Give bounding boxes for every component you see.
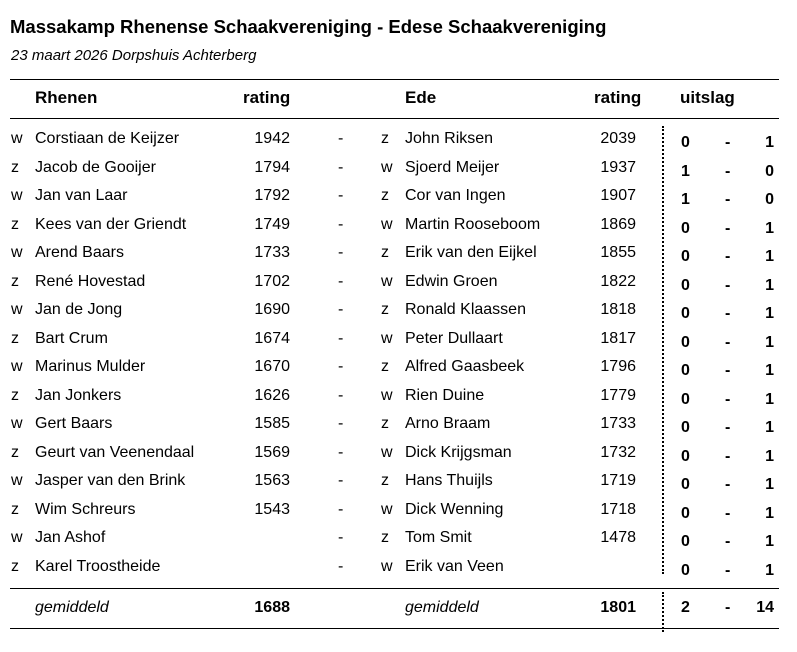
- score-team2: 1: [765, 391, 774, 408]
- colour-team1: w: [11, 130, 23, 147]
- colour-team2: w: [381, 387, 393, 404]
- colour-team1: w: [11, 415, 23, 432]
- score-dash: -: [725, 448, 731, 465]
- footer-total-team1: 2: [681, 599, 690, 616]
- score-dash: -: [725, 163, 731, 180]
- colour-team1: z: [11, 558, 19, 575]
- rating-team2: 1779: [600, 387, 636, 404]
- player-team1: Kees van der Griendt: [35, 216, 187, 233]
- player-team1: Karel Troostheide: [35, 558, 161, 575]
- score-team1: 0: [681, 277, 690, 294]
- colour-team1: z: [11, 387, 19, 404]
- score-team1: 1: [681, 191, 690, 208]
- rating-team2: 1478: [600, 529, 636, 546]
- score-dash: -: [725, 334, 731, 351]
- score-team2: 1: [765, 562, 774, 579]
- player-team2: Ronald Klaassen: [405, 301, 526, 318]
- pairing-separator: -: [338, 216, 344, 233]
- rating-team2: 1818: [600, 301, 636, 318]
- rating-team2: 1937: [600, 159, 636, 176]
- colour-team2: z: [381, 244, 389, 261]
- footer-label-team1: gemiddeld: [35, 599, 109, 616]
- player-team2: Dick Krijgsman: [405, 444, 512, 461]
- score-team1: 0: [681, 305, 690, 322]
- score-dash: -: [725, 305, 731, 322]
- header-top-rule: [10, 79, 779, 80]
- pairing-separator: -: [338, 472, 344, 489]
- colour-team1: w: [11, 187, 23, 204]
- pairing-separator: -: [338, 444, 344, 461]
- score-dash: -: [725, 362, 731, 379]
- player-team1: Jan van Laar: [35, 187, 128, 204]
- score-team2: 0: [765, 163, 774, 180]
- score-dash: -: [725, 476, 731, 493]
- player-team2: Erik van den Eijkel: [405, 244, 537, 261]
- player-team1: Corstiaan de Keijzer: [35, 130, 180, 147]
- colour-team2: w: [381, 216, 393, 233]
- pairing-separator: -: [338, 415, 344, 432]
- page-title: Massakamp Rhenense Schaakvereniging - Edese Schaakvereniging: [10, 16, 607, 37]
- pairing-separator: -: [338, 501, 344, 518]
- score-dash: -: [725, 505, 731, 522]
- rating-team2: 1719: [600, 472, 636, 489]
- page-subtitle: 23 maart 2026 Dorpshuis Achterberg: [11, 47, 257, 64]
- score-dash: -: [725, 248, 731, 265]
- player-team1: Wim Schreurs: [35, 501, 136, 518]
- header-rating2: rating: [594, 88, 642, 107]
- score-team1: 0: [681, 362, 690, 379]
- rating-team2: 1733: [600, 415, 636, 432]
- score-team1: 0: [681, 448, 690, 465]
- score-team2: 1: [765, 305, 774, 322]
- pairing-separator: -: [338, 273, 344, 290]
- colour-team2: z: [381, 472, 389, 489]
- rating-team2: 1855: [600, 244, 636, 261]
- rating-team2: 1869: [600, 216, 636, 233]
- score-dash: -: [725, 134, 731, 151]
- colour-team2: w: [381, 159, 393, 176]
- score-team1: 0: [681, 220, 690, 237]
- player-team1: Jan Jonkers: [35, 387, 122, 404]
- player-team1: René Hovestad: [35, 273, 146, 290]
- player-team1: Jacob de Gooijer: [35, 159, 156, 176]
- score-team1: 1: [681, 163, 690, 180]
- score-dash: -: [725, 419, 731, 436]
- header-bottom-rule: [10, 118, 779, 119]
- footer-label-team2: gemiddeld: [405, 599, 479, 616]
- rating-team1: 1749: [254, 216, 290, 233]
- result-divider-dotted-footer: [662, 592, 664, 632]
- rating-team2: 1822: [600, 273, 636, 290]
- rating-team1: 1792: [254, 187, 290, 204]
- score-team1: 0: [681, 248, 690, 265]
- rating-team1: 1563: [254, 472, 290, 489]
- rating-team2: 1796: [600, 358, 636, 375]
- colour-team1: w: [11, 244, 23, 261]
- rating-team1: 1543: [254, 501, 290, 518]
- player-team2: Martin Rooseboom: [405, 216, 541, 233]
- rating-team1: 1942: [254, 130, 290, 147]
- player-team1: Jan de Jong: [35, 301, 123, 318]
- player-team2: Alfred Gaasbeek: [405, 358, 525, 375]
- colour-team2: z: [381, 358, 389, 375]
- rating-team1: 1670: [254, 358, 290, 375]
- rating-team1: 1794: [254, 159, 290, 176]
- pairing-separator: -: [338, 187, 344, 204]
- score-dash: -: [725, 220, 731, 237]
- colour-team1: z: [11, 444, 19, 461]
- player-team1: Marinus Mulder: [35, 358, 146, 375]
- rating-team1: 1702: [254, 273, 290, 290]
- pairing-separator: -: [338, 130, 344, 147]
- colour-team1: z: [11, 273, 19, 290]
- score-team1: 0: [681, 533, 690, 550]
- result-divider-dotted: [662, 126, 664, 574]
- header-team1: Rhenen: [35, 88, 98, 107]
- colour-team1: w: [11, 529, 23, 546]
- rating-team1: 1690: [254, 301, 290, 318]
- header-team2: Ede: [405, 88, 437, 107]
- score-dash: -: [725, 562, 731, 579]
- score-team1: 0: [681, 334, 690, 351]
- pairing-separator: -: [338, 159, 344, 176]
- pairing-separator: -: [338, 301, 344, 318]
- score-team2: 1: [765, 248, 774, 265]
- colour-team2: w: [381, 558, 393, 575]
- colour-team2: z: [381, 415, 389, 432]
- score-team2: 1: [765, 533, 774, 550]
- colour-team1: w: [11, 472, 23, 489]
- rating-team2: 1718: [600, 501, 636, 518]
- score-team2: 1: [765, 448, 774, 465]
- rating-team1: 1569: [254, 444, 290, 461]
- score-dash: -: [725, 533, 731, 550]
- pairing-separator: -: [338, 330, 344, 347]
- score-team1: 0: [681, 419, 690, 436]
- score-team2: 1: [765, 476, 774, 493]
- colour-team2: w: [381, 444, 393, 461]
- score-team2: 1: [765, 505, 774, 522]
- pairing-separator: -: [338, 529, 344, 546]
- player-team1: Gert Baars: [35, 415, 113, 432]
- colour-team2: z: [381, 130, 389, 147]
- pairing-separator: -: [338, 387, 344, 404]
- footer-total-team2: 14: [756, 599, 774, 616]
- footer-total-dash: -: [725, 599, 731, 616]
- score-team2: 1: [765, 334, 774, 351]
- header-rating1: rating: [243, 88, 291, 107]
- colour-team1: z: [11, 216, 19, 233]
- score-team1: 0: [681, 562, 690, 579]
- pairing-separator: -: [338, 558, 344, 575]
- player-team1: Arend Baars: [35, 244, 124, 261]
- player-team1: Bart Crum: [35, 330, 108, 347]
- player-team2: Hans Thuijls: [405, 472, 493, 489]
- player-team2: John Riksen: [405, 130, 494, 147]
- colour-team1: w: [11, 301, 23, 318]
- player-team2: Peter Dullaart: [405, 330, 503, 347]
- score-team2: 1: [765, 277, 774, 294]
- rating-team1: 1626: [254, 387, 290, 404]
- footer-top-rule: [10, 588, 779, 589]
- player-team2: Edwin Groen: [405, 273, 498, 290]
- pairing-separator: -: [338, 358, 344, 375]
- player-team2: Cor van Ingen: [405, 187, 506, 204]
- rating-team1: 1733: [254, 244, 290, 261]
- score-team1: 0: [681, 391, 690, 408]
- colour-team2: w: [381, 330, 393, 347]
- score-team2: 0: [765, 191, 774, 208]
- player-team1: Geurt van Veenendaal: [35, 444, 195, 461]
- player-team1: Jasper van den Brink: [35, 472, 186, 489]
- score-dash: -: [725, 277, 731, 294]
- player-team2: Tom Smit: [405, 529, 472, 546]
- rating-team1: 1585: [254, 415, 290, 432]
- score-team2: 1: [765, 362, 774, 379]
- colour-team2: z: [381, 529, 389, 546]
- score-team2: 1: [765, 134, 774, 151]
- score-team1: 0: [681, 476, 690, 493]
- score-team1: 0: [681, 505, 690, 522]
- pairing-separator: -: [338, 244, 344, 261]
- colour-team1: z: [11, 330, 19, 347]
- score-dash: -: [725, 191, 731, 208]
- header-result: uitslag: [680, 88, 735, 107]
- player-team2: Rien Duine: [405, 387, 485, 404]
- colour-team2: z: [381, 187, 389, 204]
- player-team2: Erik van Veen: [405, 558, 504, 575]
- rating-team1: 1674: [254, 330, 290, 347]
- colour-team1: z: [11, 501, 19, 518]
- score-team1: 0: [681, 134, 690, 151]
- rating-team2: 1732: [600, 444, 636, 461]
- score-team2: 1: [765, 419, 774, 436]
- colour-team2: w: [381, 273, 393, 290]
- colour-team2: w: [381, 501, 393, 518]
- colour-team1: z: [11, 159, 19, 176]
- rating-team2: 1907: [600, 187, 636, 204]
- colour-team1: w: [11, 358, 23, 375]
- score-dash: -: [725, 391, 731, 408]
- score-team2: 1: [765, 220, 774, 237]
- footer-average-team1: 1688: [254, 599, 290, 616]
- footer-average-team2: 1801: [600, 599, 636, 616]
- rating-team2: 2039: [600, 130, 636, 147]
- player-team1: Jan Ashof: [35, 529, 106, 546]
- colour-team2: z: [381, 301, 389, 318]
- player-team2: Dick Wenning: [405, 501, 504, 518]
- player-team2: Arno Braam: [405, 415, 491, 432]
- rating-team2: 1817: [600, 330, 636, 347]
- player-team2: Sjoerd Meijer: [405, 159, 500, 176]
